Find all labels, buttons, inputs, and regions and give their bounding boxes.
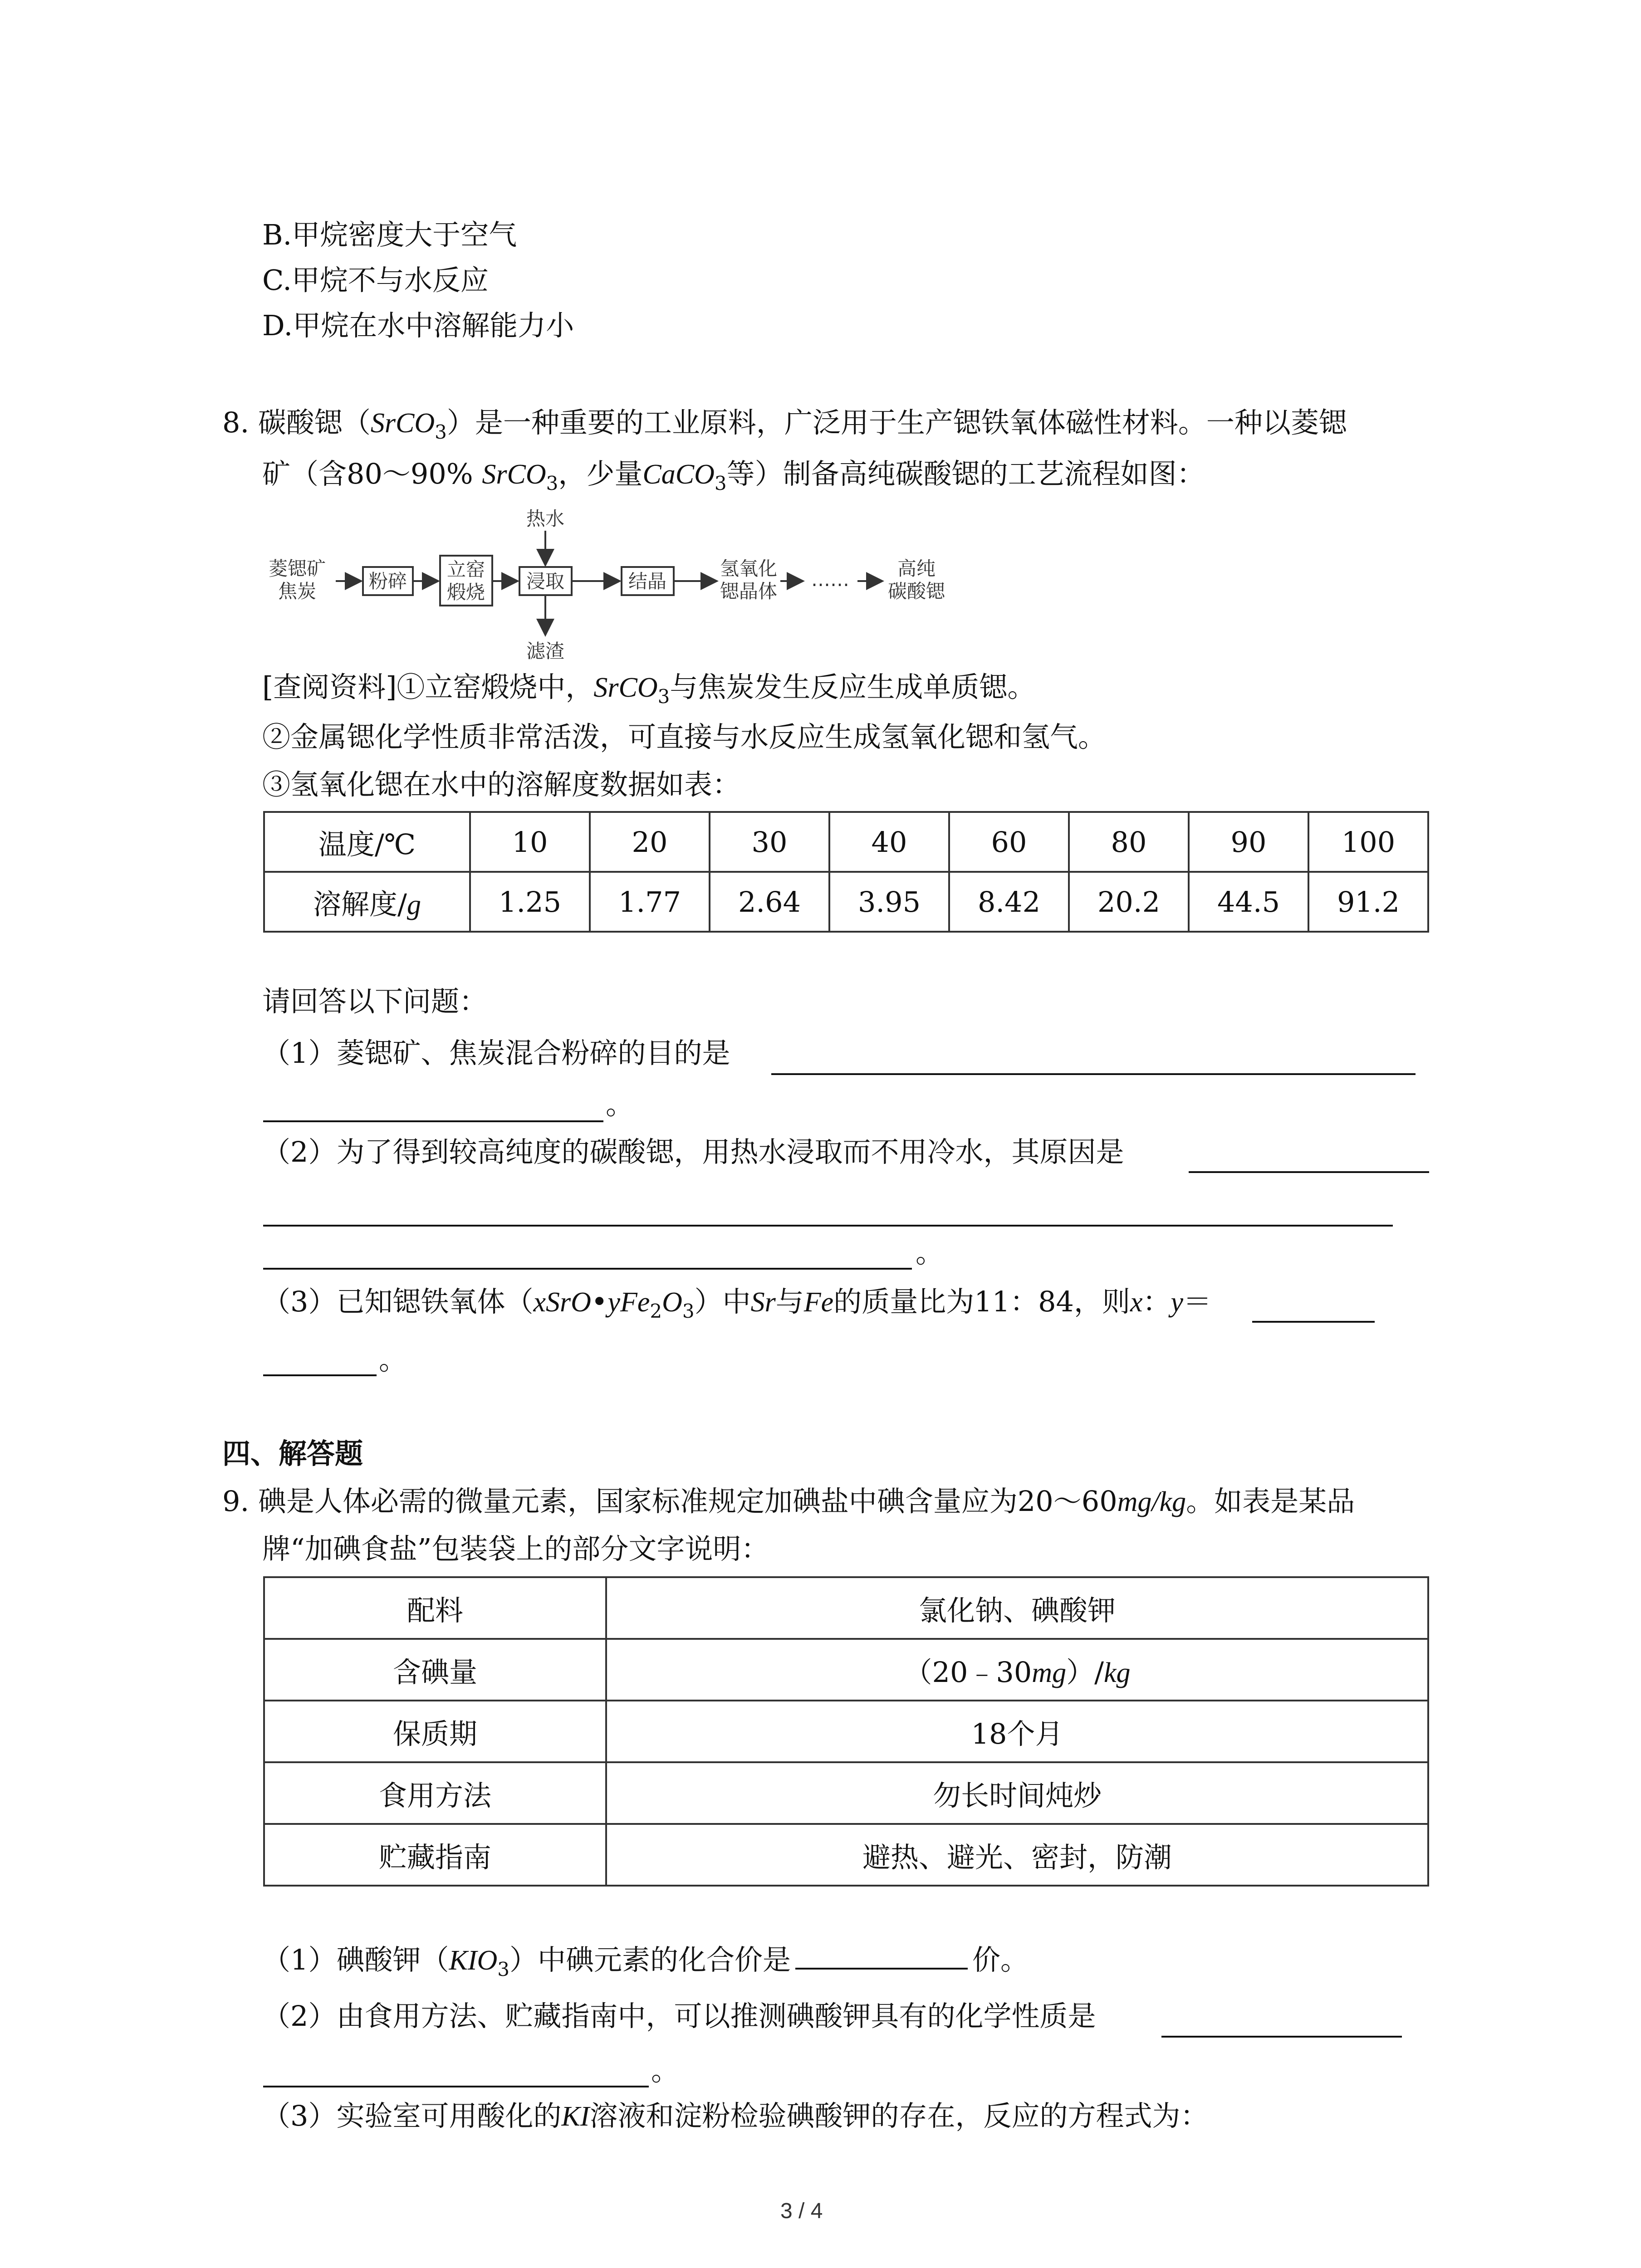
table-row-label: 溶解度/g bbox=[264, 872, 470, 932]
q9-intro-line1: 9. 碘是人体必需的微量元素，国家标准规定加碘盐中碘含量应为20～60mg/kg。如表是某品 bbox=[222, 1485, 1355, 1518]
table-cell: 60 bbox=[949, 812, 1069, 872]
q8-solubility-table bbox=[263, 811, 1429, 933]
q8-intro-line2: 矿（含80～90% SrCO$_3$，少量CaCO$_3$等）制备高纯碳酸锶的工艺流程如图： bbox=[262, 457, 1205, 494]
q8-question-1: （1）菱锶矿、焦炭混合粉碎的目的是 bbox=[262, 1036, 730, 1070]
table-row bbox=[264, 1824, 1428, 1886]
table-cell: 20.2 bbox=[1069, 872, 1189, 932]
table-value: 避热、避光、密封，防潮 bbox=[606, 1824, 1428, 1886]
answer-blank[interactable] bbox=[1252, 1321, 1375, 1323]
answer-blank[interactable] bbox=[263, 2086, 649, 2087]
table-value: （20﹣30mg）/kg bbox=[606, 1639, 1428, 1701]
q9-intro-line2: 牌“加碘食盐”包装袋上的部分文字说明： bbox=[262, 1532, 769, 1565]
flow-hydroxide-2: 锶晶体 bbox=[720, 580, 778, 602]
table-value: 勿长时间炖炒 bbox=[606, 1762, 1428, 1824]
table-cell: 30 bbox=[710, 812, 829, 872]
flow-hot-water: 热水 bbox=[526, 508, 565, 530]
q9-question-2: （2）由食用方法、贮藏指南中，可以推测碘酸钾具有的化学性质是 bbox=[262, 1999, 1096, 2033]
q8-intro-line1: 8. 碳酸锶（SrCO$_3$）是一种重要的工业原料，广泛用于生产锶铁氧体磁性材料。一种以菱锶 bbox=[222, 406, 1347, 443]
table-cell: 80 bbox=[1069, 812, 1189, 872]
table-label: 保质期 bbox=[264, 1701, 606, 1762]
q8-process-flowchart bbox=[259, 508, 975, 671]
table-row bbox=[264, 1639, 1428, 1701]
q8-question-2: （2）为了得到较高纯度的碳酸锶，用热水浸取而不用冷水，其原因是 bbox=[262, 1135, 1124, 1168]
flow-step-leach: 浸取 bbox=[526, 570, 565, 592]
flow-end-2: 碳酸锶 bbox=[887, 580, 945, 602]
q8-ref-1: [查阅资料]①立窑煅烧中，SrCO$_3$与焦炭发生反应生成单质锶。 bbox=[262, 670, 1036, 708]
q8-question-2-end: 。 bbox=[916, 1236, 944, 1269]
table-cell: 90 bbox=[1189, 812, 1308, 872]
table-value: 18个月 bbox=[606, 1701, 1428, 1762]
table-label: 食用方法 bbox=[264, 1762, 606, 1824]
q9-salt-info-table bbox=[263, 1576, 1429, 1887]
table-label: 贮藏指南 bbox=[264, 1824, 606, 1886]
flow-hydroxide-1: 氢氧化 bbox=[720, 557, 778, 580]
flow-residue: 滤渣 bbox=[526, 640, 565, 662]
section-title: 四、解答题 bbox=[222, 1437, 363, 1470]
table-cell: 20 bbox=[590, 812, 710, 872]
table-value: 氯化钠、碘酸钾 bbox=[606, 1577, 1428, 1639]
q8-question-3: （3）已知锶铁氧体$(xSrO•yFe_2O_3)$中Sr与Fe的质量比为11：84，则x：y＝ bbox=[262, 1285, 1212, 1322]
table-row bbox=[264, 1701, 1428, 1762]
flow-dots: …… bbox=[811, 568, 849, 591]
q7-option-c: C.甲烷不与水反应 bbox=[262, 264, 489, 297]
page-number: 3 / 4 bbox=[780, 2199, 823, 2223]
flow-start-ore: 菱锶矿 bbox=[268, 557, 326, 580]
table-row bbox=[264, 1577, 1428, 1639]
table-row bbox=[264, 812, 1428, 872]
answer-blank[interactable] bbox=[263, 1120, 603, 1122]
answer-blank[interactable] bbox=[263, 1374, 377, 1376]
q9-question-3: （3）实验室可用酸化的KI溶液和淀粉检验碘酸钾的存在，反应的方程式为： bbox=[262, 2099, 1209, 2132]
table-row bbox=[264, 1762, 1428, 1824]
table-cell: 44.5 bbox=[1189, 872, 1308, 932]
table-label: 配料 bbox=[264, 1577, 606, 1639]
answer-blank[interactable] bbox=[263, 1268, 912, 1270]
q8-ref-2: ②金属锶化学性质非常活泼，可直接与水反应生成氢氧化锶和氢气。 bbox=[262, 720, 1107, 753]
table-cell: 100 bbox=[1308, 812, 1428, 872]
flow-start-coke: 焦炭 bbox=[278, 580, 317, 602]
q9-question-2-end: 。 bbox=[651, 2054, 680, 2087]
table-header-label: 温度/℃ bbox=[264, 812, 470, 872]
flow-step-crystallize: 结晶 bbox=[628, 570, 667, 592]
flow-step-calcine-2: 煅烧 bbox=[446, 581, 485, 603]
q7-option-d: D.甲烷在水中溶解能力小 bbox=[262, 309, 574, 342]
table-cell: 10 bbox=[470, 812, 590, 872]
table-row bbox=[264, 872, 1428, 932]
table-label: 含碘量 bbox=[264, 1639, 606, 1701]
table-cell: 8.42 bbox=[949, 872, 1069, 932]
flow-step-calcine-1: 立窑 bbox=[446, 558, 485, 581]
q8-prompt: 请回答以下问题： bbox=[262, 985, 488, 1018]
q9-question-1: （1）碘酸钾$(KIO_3)$中碘元素的化合价是 价。 bbox=[262, 1941, 1029, 1979]
answer-blank[interactable] bbox=[795, 1941, 968, 1970]
table-cell: 3.95 bbox=[829, 872, 949, 932]
table-cell: 1.77 bbox=[590, 872, 710, 932]
q8-question-1-end: 。 bbox=[606, 1088, 634, 1121]
table-cell: 91.2 bbox=[1308, 872, 1428, 932]
flow-end-1: 高纯 bbox=[897, 557, 936, 580]
answer-blank[interactable] bbox=[1189, 1171, 1429, 1173]
flow-step-crush: 粉碎 bbox=[368, 570, 407, 592]
q8-question-3-end: 。 bbox=[379, 1343, 407, 1376]
table-cell: 2.64 bbox=[710, 872, 829, 932]
table-cell: 1.25 bbox=[470, 872, 590, 932]
q8-ref-3: ③氢氧化锶在水中的溶解度数据如表： bbox=[262, 768, 741, 801]
answer-blank[interactable] bbox=[1161, 2036, 1402, 2038]
table-cell: 40 bbox=[829, 812, 949, 872]
answer-blank[interactable] bbox=[263, 1225, 1393, 1227]
q7-option-b: B.甲烷密度大于空气 bbox=[262, 218, 517, 251]
answer-blank[interactable] bbox=[771, 1073, 1416, 1075]
